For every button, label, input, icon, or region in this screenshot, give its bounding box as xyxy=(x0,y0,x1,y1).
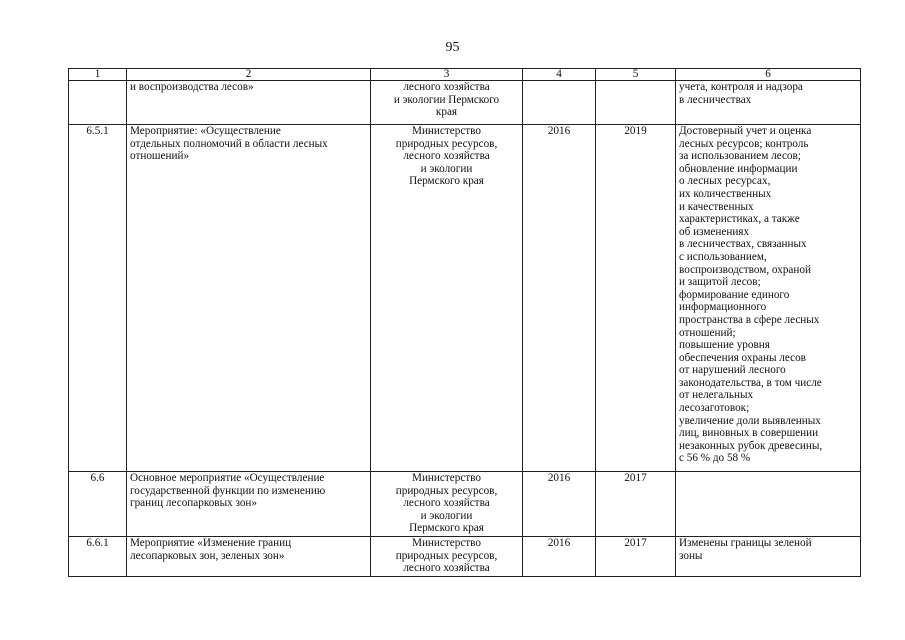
expected-result: Достоверный учет и оценка лесных ресурсов; контроль за использованием лесов; обновление информации о лесных ресурсах, их количественных и качественных характеристиках, а также об изменениях в лесничествах, связанных с использованием, воспроизводством, охраной и защитой лесов; формирование единого информационного пространства в сфере лесных отношений; повышение уровня обеспечения охраны лесов от нарушений лесного законодательства, в том числе от нелегальных лесозаготовок; увеличение доли выявленных лиц, виновных в совершении незаконных рубок древесины, с 56 % до 58 % xyxy=(676,125,861,472)
end-year: 2019 xyxy=(596,125,676,472)
end-year: 2017 xyxy=(596,537,676,577)
table-row xyxy=(69,537,861,577)
page-number: 95 xyxy=(445,40,460,55)
table-header-row xyxy=(69,69,861,81)
column-header: 5 xyxy=(596,69,676,81)
start-year xyxy=(523,81,596,125)
expected-result xyxy=(676,472,861,537)
expected-result: учета, контроля и надзора в лесничествах xyxy=(676,81,861,125)
column-header: 2 xyxy=(127,69,371,81)
column-header: 6 xyxy=(676,69,861,81)
activity-name: Мероприятие: «Осуществление отдельных полномочий в области лесных отношений» xyxy=(127,125,371,472)
start-year: 2016 xyxy=(523,125,596,472)
row-number: 6.6.1 xyxy=(69,537,127,577)
executor: Министерство природных ресурсов, лесного хозяйства и экологии Пермского края xyxy=(371,125,523,472)
table-row xyxy=(69,81,861,125)
executor: Министерство природных ресурсов, лесного хозяйства и экологии Пермского края xyxy=(371,472,523,537)
expected-result: Изменены границы зеленой зоны xyxy=(676,537,861,577)
start-year: 2016 xyxy=(523,537,596,577)
column-header: 4 xyxy=(523,69,596,81)
activity-name: и воспроизводства лесов» xyxy=(127,81,371,125)
activity-name: Мероприятие «Изменение границ лесопарковых зон, зеленых зон» xyxy=(127,537,371,577)
row-number: 6.5.1 xyxy=(69,125,127,472)
executor: лесного хозяйства и экологии Пермского края xyxy=(371,81,523,125)
row-number xyxy=(69,81,127,125)
column-header: 1 xyxy=(69,69,127,81)
end-year: 2017 xyxy=(596,472,676,537)
column-header: 3 xyxy=(371,69,523,81)
table-row xyxy=(69,472,861,537)
program-activities-table xyxy=(68,68,861,577)
activity-name: Основное мероприятие «Осуществление государственной функции по изменению границ лесопарковых зон» xyxy=(127,472,371,537)
row-number: 6.6 xyxy=(69,472,127,537)
end-year xyxy=(596,81,676,125)
start-year: 2016 xyxy=(523,472,596,537)
executor: Министерство природных ресурсов, лесного хозяйства xyxy=(371,537,523,577)
table-row xyxy=(69,125,861,472)
